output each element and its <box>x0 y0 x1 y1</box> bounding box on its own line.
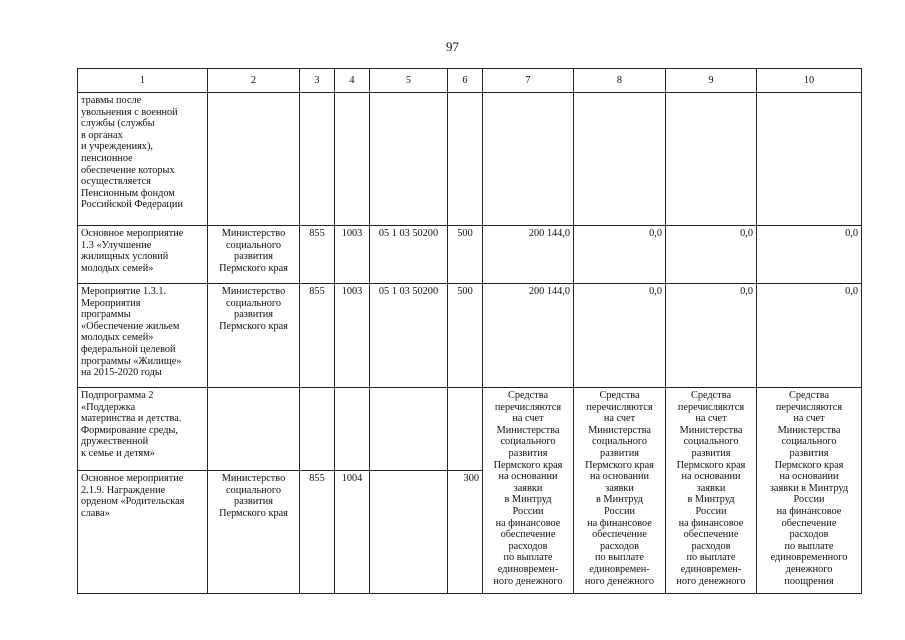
row-vr <box>448 388 483 471</box>
row-value-9 <box>666 93 757 226</box>
row-vr: 500 <box>448 284 483 388</box>
row-csr <box>370 93 448 226</box>
column-header: 8 <box>574 69 666 93</box>
column-header: 6 <box>448 69 483 93</box>
column-header: 2 <box>208 69 300 93</box>
row-value-8 <box>574 93 666 226</box>
row-grbs: 855 <box>300 471 335 594</box>
row-value-10: 0,0 <box>757 226 862 284</box>
row-executor <box>208 388 300 471</box>
row-value-8: 0,0 <box>574 284 666 388</box>
row-value-7: 200 144,0 <box>483 226 574 284</box>
row-section: 1004 <box>335 471 370 594</box>
row-section <box>335 93 370 226</box>
row-grbs <box>300 388 335 471</box>
column-header: 10 <box>757 69 862 93</box>
merged-note-8: Средства перечисляются на счет Министерства социального развития Пермского края на основании заявки в Минтруд России на финансовое обеспечение расходов по выплате единовремен- ного денежного <box>574 388 666 594</box>
row-value-9: 0,0 <box>666 284 757 388</box>
row-name: Основное мероприятие 2.1.9. Награждение орденом «Родительская слава» <box>78 471 208 594</box>
row-grbs <box>300 93 335 226</box>
row-vr: 300 <box>448 471 483 594</box>
merged-note-9: Средства перечисляются на счет Министерства социального развития Пермского края на основании заявки в Минтруд России на финансовое обеспечение расходов по выплате единовремен- ного денежного <box>666 388 757 594</box>
row-value-10 <box>757 93 862 226</box>
row-csr <box>370 471 448 594</box>
table-row <box>78 226 862 284</box>
row-csr: 05 1 03 50200 <box>370 226 448 284</box>
budget-table <box>77 68 862 594</box>
row-executor <box>208 93 300 226</box>
row-csr <box>370 388 448 471</box>
column-header: 7 <box>483 69 574 93</box>
row-section: 1003 <box>335 284 370 388</box>
column-header: 5 <box>370 69 448 93</box>
column-header: 4 <box>335 69 370 93</box>
row-executor: Министерство социального развития Пермского края <box>208 471 300 594</box>
row-name: травмы после увольнения с военной службы (службы в органах и учреждениях), пенсионное обеспечение которых осуществляется Пенсионным фондом Российской Федерации <box>78 93 208 226</box>
merged-note-7: Средства перечисляются на счет Министерства социального развития Пермского края на основании заявки в Минтруд России на финансовое обеспечение расходов по выплате единовремен- ного денежного <box>483 388 574 594</box>
table-row <box>78 284 862 388</box>
table-header-row <box>78 69 862 93</box>
row-name: Подпрограмма 2 «Поддержка материнства и детства. Формирование среды, дружественной к семье и детям» <box>78 388 208 471</box>
row-value-9: 0,0 <box>666 226 757 284</box>
row-csr: 05 1 03 50200 <box>370 284 448 388</box>
row-executor: Министерство социального развития Пермского края <box>208 226 300 284</box>
row-executor: Министерство социального развития Пермского края <box>208 284 300 388</box>
column-header: 9 <box>666 69 757 93</box>
column-header: 1 <box>78 69 208 93</box>
table-row <box>78 388 862 471</box>
page-number: 97 <box>446 39 459 54</box>
row-vr <box>448 93 483 226</box>
row-value-7: 200 144,0 <box>483 284 574 388</box>
row-name: Мероприятие 1.3.1. Мероприятия программы «Обеспечение жильем молодых семей» федеральной целевой программы «Жилище» на 2015-2020 годы <box>78 284 208 388</box>
row-section: 1003 <box>335 226 370 284</box>
row-section <box>335 388 370 471</box>
row-value-10: 0,0 <box>757 284 862 388</box>
row-value-7 <box>483 93 574 226</box>
merged-note-10: Средства перечисляются на счет Министерства социального развития Пермского края на основании заявки в Минтруд России на финансовое обеспечение расходов по выплате единовременного денежного поощрения <box>757 388 862 594</box>
row-value-8: 0,0 <box>574 226 666 284</box>
row-grbs: 855 <box>300 226 335 284</box>
row-vr: 500 <box>448 226 483 284</box>
row-grbs: 855 <box>300 284 335 388</box>
table-row <box>78 93 862 226</box>
row-name: Основное мероприятие 1.3 «Улучшение жилищных условий молодых семей» <box>78 226 208 284</box>
column-header: 3 <box>300 69 335 93</box>
